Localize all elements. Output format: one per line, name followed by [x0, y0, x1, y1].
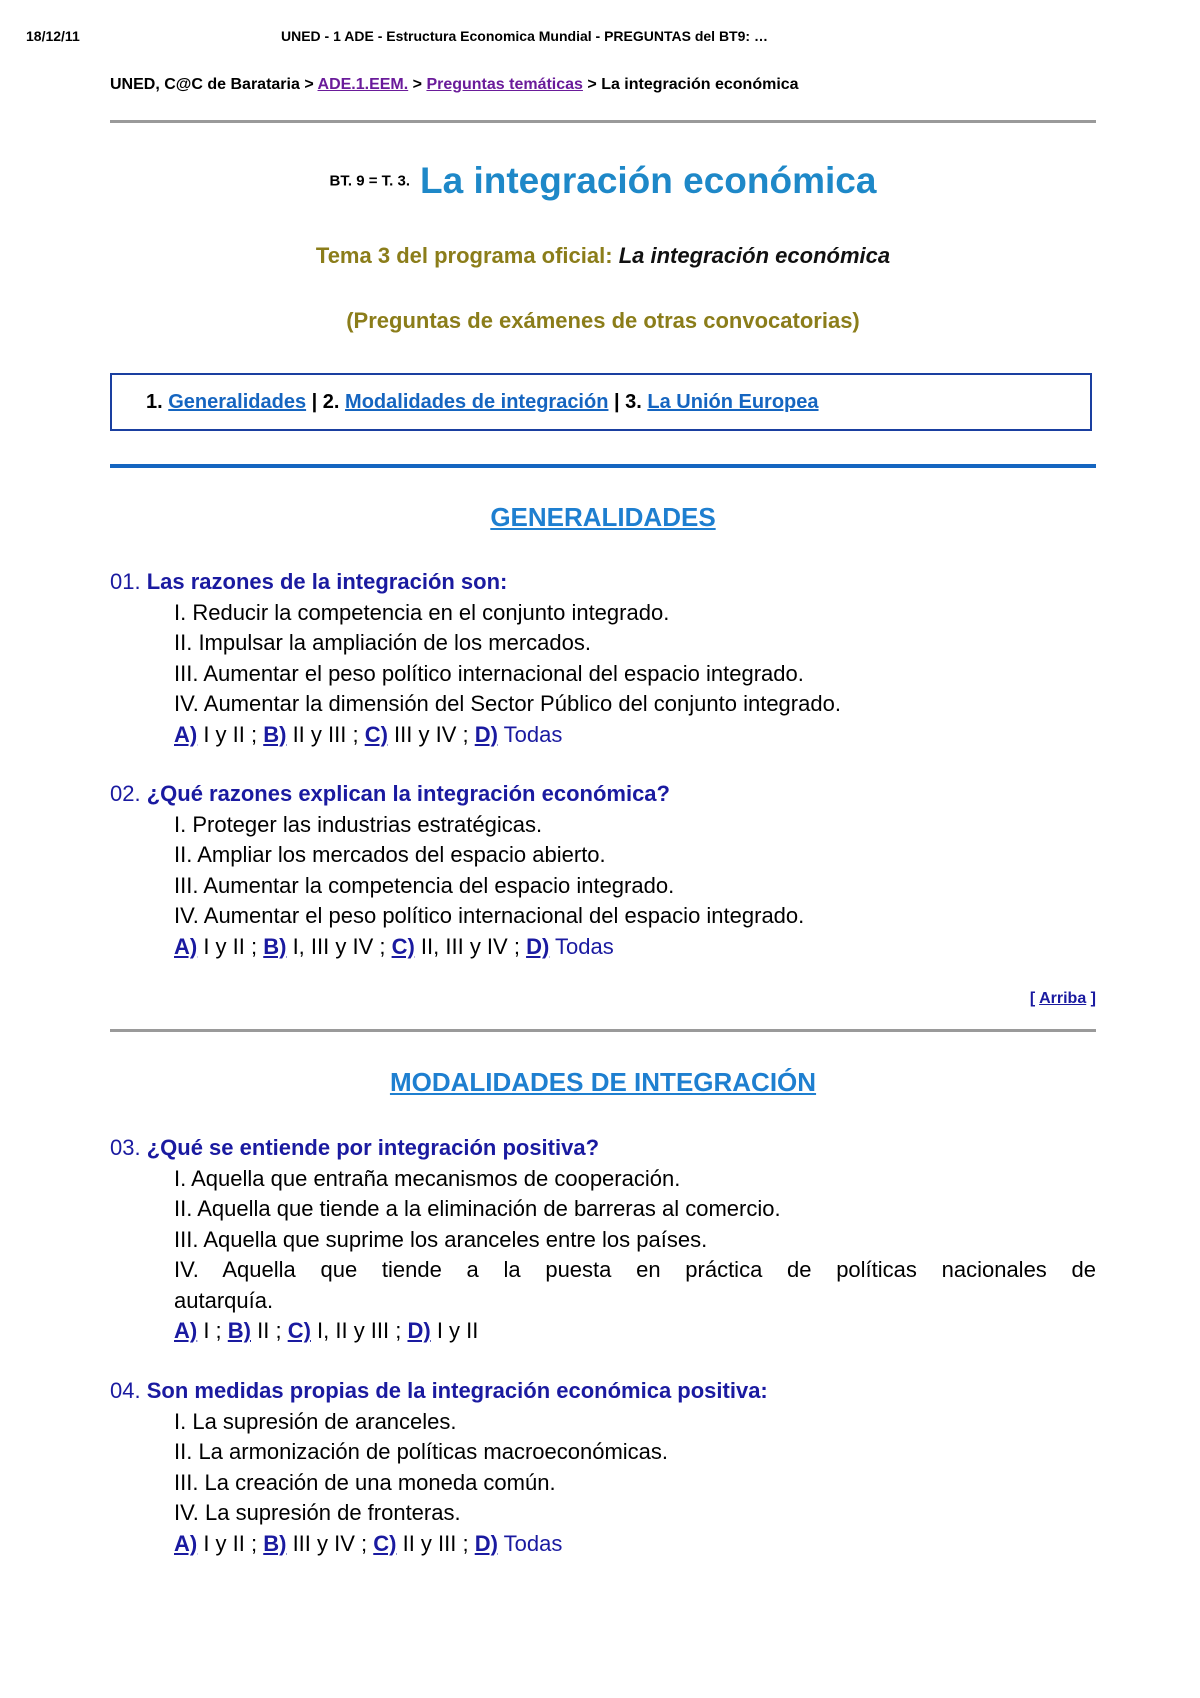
answer-link-d[interactable]: D) [474, 721, 498, 747]
answer-text: II ; [251, 1318, 288, 1343]
title-main: La integración económica [420, 160, 877, 201]
breadcrumb-link-preguntas[interactable]: Preguntas temáticas [426, 76, 583, 93]
answer-link-c[interactable]: C) [364, 721, 388, 747]
answer-link-d[interactable]: D) [474, 1530, 498, 1556]
breadcrumb-root: UNED, C@C de Barataria [110, 76, 300, 93]
subtitle [110, 243, 1096, 269]
toc-link-modalidades[interactable]: Modalidades de integración [345, 391, 609, 413]
toc-separator: | 2. [306, 391, 346, 413]
table-of-contents [110, 373, 1092, 431]
answer-choices [174, 932, 1096, 963]
answer-text: Todas [497, 721, 563, 747]
question-text: ¿Qué razones explican la integración económica? [146, 781, 670, 806]
option: II. Ampliar los mercados del espacio abierto. [174, 842, 606, 867]
answer-link-b[interactable]: B) [263, 721, 287, 747]
section-title-modalidades[interactable]: MODALIDADES DE INTEGRACIÓN [389, 1067, 817, 1097]
option: IV. Aumentar el peso político internacional del espacio integrado. [174, 903, 805, 928]
option: I. Aquella que entraña mecanismos de cooperación. [174, 1165, 681, 1191]
breadcrumb-separator: > [408, 76, 427, 93]
option: I. Reducir la competencia en el conjunto integrado. [174, 599, 670, 625]
answer-text: II, III y IV ; [414, 933, 527, 959]
toc-separator: | 3. [608, 391, 648, 413]
toc-link-union-europea[interactable]: La Unión Europea [647, 391, 819, 413]
option: IV. La supresión de fronteras. [174, 1500, 461, 1525]
answer-choices [174, 1316, 1096, 1347]
answer-link-a[interactable]: A) [174, 721, 198, 747]
question-header [110, 567, 1096, 598]
answer-link-c[interactable]: C) [287, 1318, 311, 1343]
page-title [110, 160, 1096, 202]
question-text: Las razones de la integración son: [146, 569, 508, 594]
bracket: [ [1029, 990, 1040, 1007]
question-options [174, 598, 1096, 751]
answer-choices [174, 1529, 1096, 1560]
option: I. Proteger las industrias estratégicas. [174, 811, 543, 837]
option: IV. Aumentar la dimensión del Sector Público del conjunto integrado. [174, 691, 841, 716]
question-options [174, 810, 1096, 963]
answer-link-b[interactable]: B) [263, 933, 287, 959]
question-number: 04. [110, 1378, 141, 1403]
answer-text: I y II ; [197, 933, 264, 959]
subtitle-exams: (Preguntas de exámenes de otras convocatorias) [346, 308, 860, 333]
print-title: UNED - 1 ADE - Estructura Economica Mundial - PREGUNTAS del BT9: … [281, 28, 768, 44]
question-header [110, 1376, 1096, 1407]
question-text: ¿Qué se entiende por integración positiva? [146, 1135, 600, 1160]
answer-text: I y II ; [197, 1530, 264, 1556]
toc-number: 1. [146, 391, 169, 413]
option: IV. Aquella que tiende a la puesta en práctica de políticas nacionales de [174, 1257, 1096, 1282]
back-to-top [900, 990, 1096, 1008]
breadcrumb-separator: > [582, 76, 602, 93]
title-prefix: BT. 9 = T. 3. [329, 172, 410, 190]
answer-text: I, III y IV ; [286, 933, 392, 959]
breadcrumb [110, 76, 799, 94]
question-header [110, 1133, 1096, 1164]
answer-link-c[interactable]: C) [391, 933, 415, 959]
breadcrumb-link-ade[interactable]: ADE.1.EEM. [317, 76, 409, 93]
answer-link-b[interactable]: B) [263, 1530, 287, 1556]
subtitle-italic: La integración económica [618, 243, 891, 268]
option: II. Aquella que tiende a la eliminación de barreras al comercio. [174, 1196, 781, 1221]
question-options [174, 1407, 1096, 1560]
question-number: 02. [110, 781, 141, 806]
answer-link-c[interactable]: C) [373, 1530, 397, 1556]
answer-text: I y II [430, 1318, 479, 1343]
print-date: 18/12/11 [26, 28, 80, 44]
answer-text: II y III ; [286, 721, 365, 747]
question-options [174, 1164, 1096, 1347]
option: III. Aumentar el peso político internacional del espacio integrado. [174, 660, 804, 686]
option: II. Impulsar la ampliación de los mercados. [174, 630, 591, 655]
answer-text: I ; [197, 1318, 228, 1343]
answer-text: II y III ; [396, 1530, 475, 1556]
answer-choices [174, 720, 1096, 751]
divider [110, 120, 1096, 123]
question-text: Son medidas propias de la integración económica positiva: [146, 1378, 768, 1403]
option: II. La armonización de políticas macroeconómicas. [174, 1439, 669, 1464]
question-01 [110, 567, 1096, 750]
divider [110, 1029, 1096, 1032]
answer-text: Todas [497, 1530, 563, 1556]
section-title-generalidades[interactable]: GENERALIDADES [490, 502, 716, 532]
question-03 [110, 1133, 1096, 1347]
answer-text: I y II ; [197, 721, 264, 747]
bracket: ] [1086, 990, 1096, 1007]
answer-link-a[interactable]: A) [174, 1530, 198, 1556]
answer-text: I, II y III ; [310, 1318, 408, 1343]
subtitle-lead: Tema 3 del programa oficial: [315, 243, 619, 268]
option: III. La creación de una moneda común. [174, 1469, 556, 1495]
answer-link-d[interactable]: D) [407, 1318, 431, 1343]
answer-text: Todas [549, 933, 614, 959]
answer-link-a[interactable]: A) [174, 1318, 198, 1343]
answer-link-b[interactable]: B) [227, 1318, 251, 1343]
print-header [26, 28, 1176, 52]
breadcrumb-separator: > [299, 76, 318, 93]
question-number: 01. [110, 569, 141, 594]
divider-blue [110, 464, 1096, 468]
answer-text: III y IV ; [387, 721, 475, 747]
question-04 [110, 1376, 1096, 1559]
option: III. Aumentar la competencia del espacio integrado. [174, 872, 675, 898]
answer-link-a[interactable]: A) [174, 933, 198, 959]
breadcrumb-current: La integración económica [601, 76, 799, 93]
toc-link-generalidades[interactable]: Generalidades [168, 391, 307, 413]
answer-text: III y IV ; [286, 1530, 374, 1556]
option: I. La supresión de aranceles. [174, 1408, 457, 1434]
question-header [110, 779, 1096, 810]
answer-link-d[interactable]: D) [526, 933, 550, 959]
back-to-top-link[interactable]: Arriba [1039, 990, 1087, 1007]
option: III. Aquella que suprime los aranceles entre los países. [174, 1226, 708, 1252]
question-number: 03. [110, 1135, 141, 1160]
option-continuation: autarquía. [174, 1287, 274, 1313]
question-02 [110, 779, 1096, 962]
